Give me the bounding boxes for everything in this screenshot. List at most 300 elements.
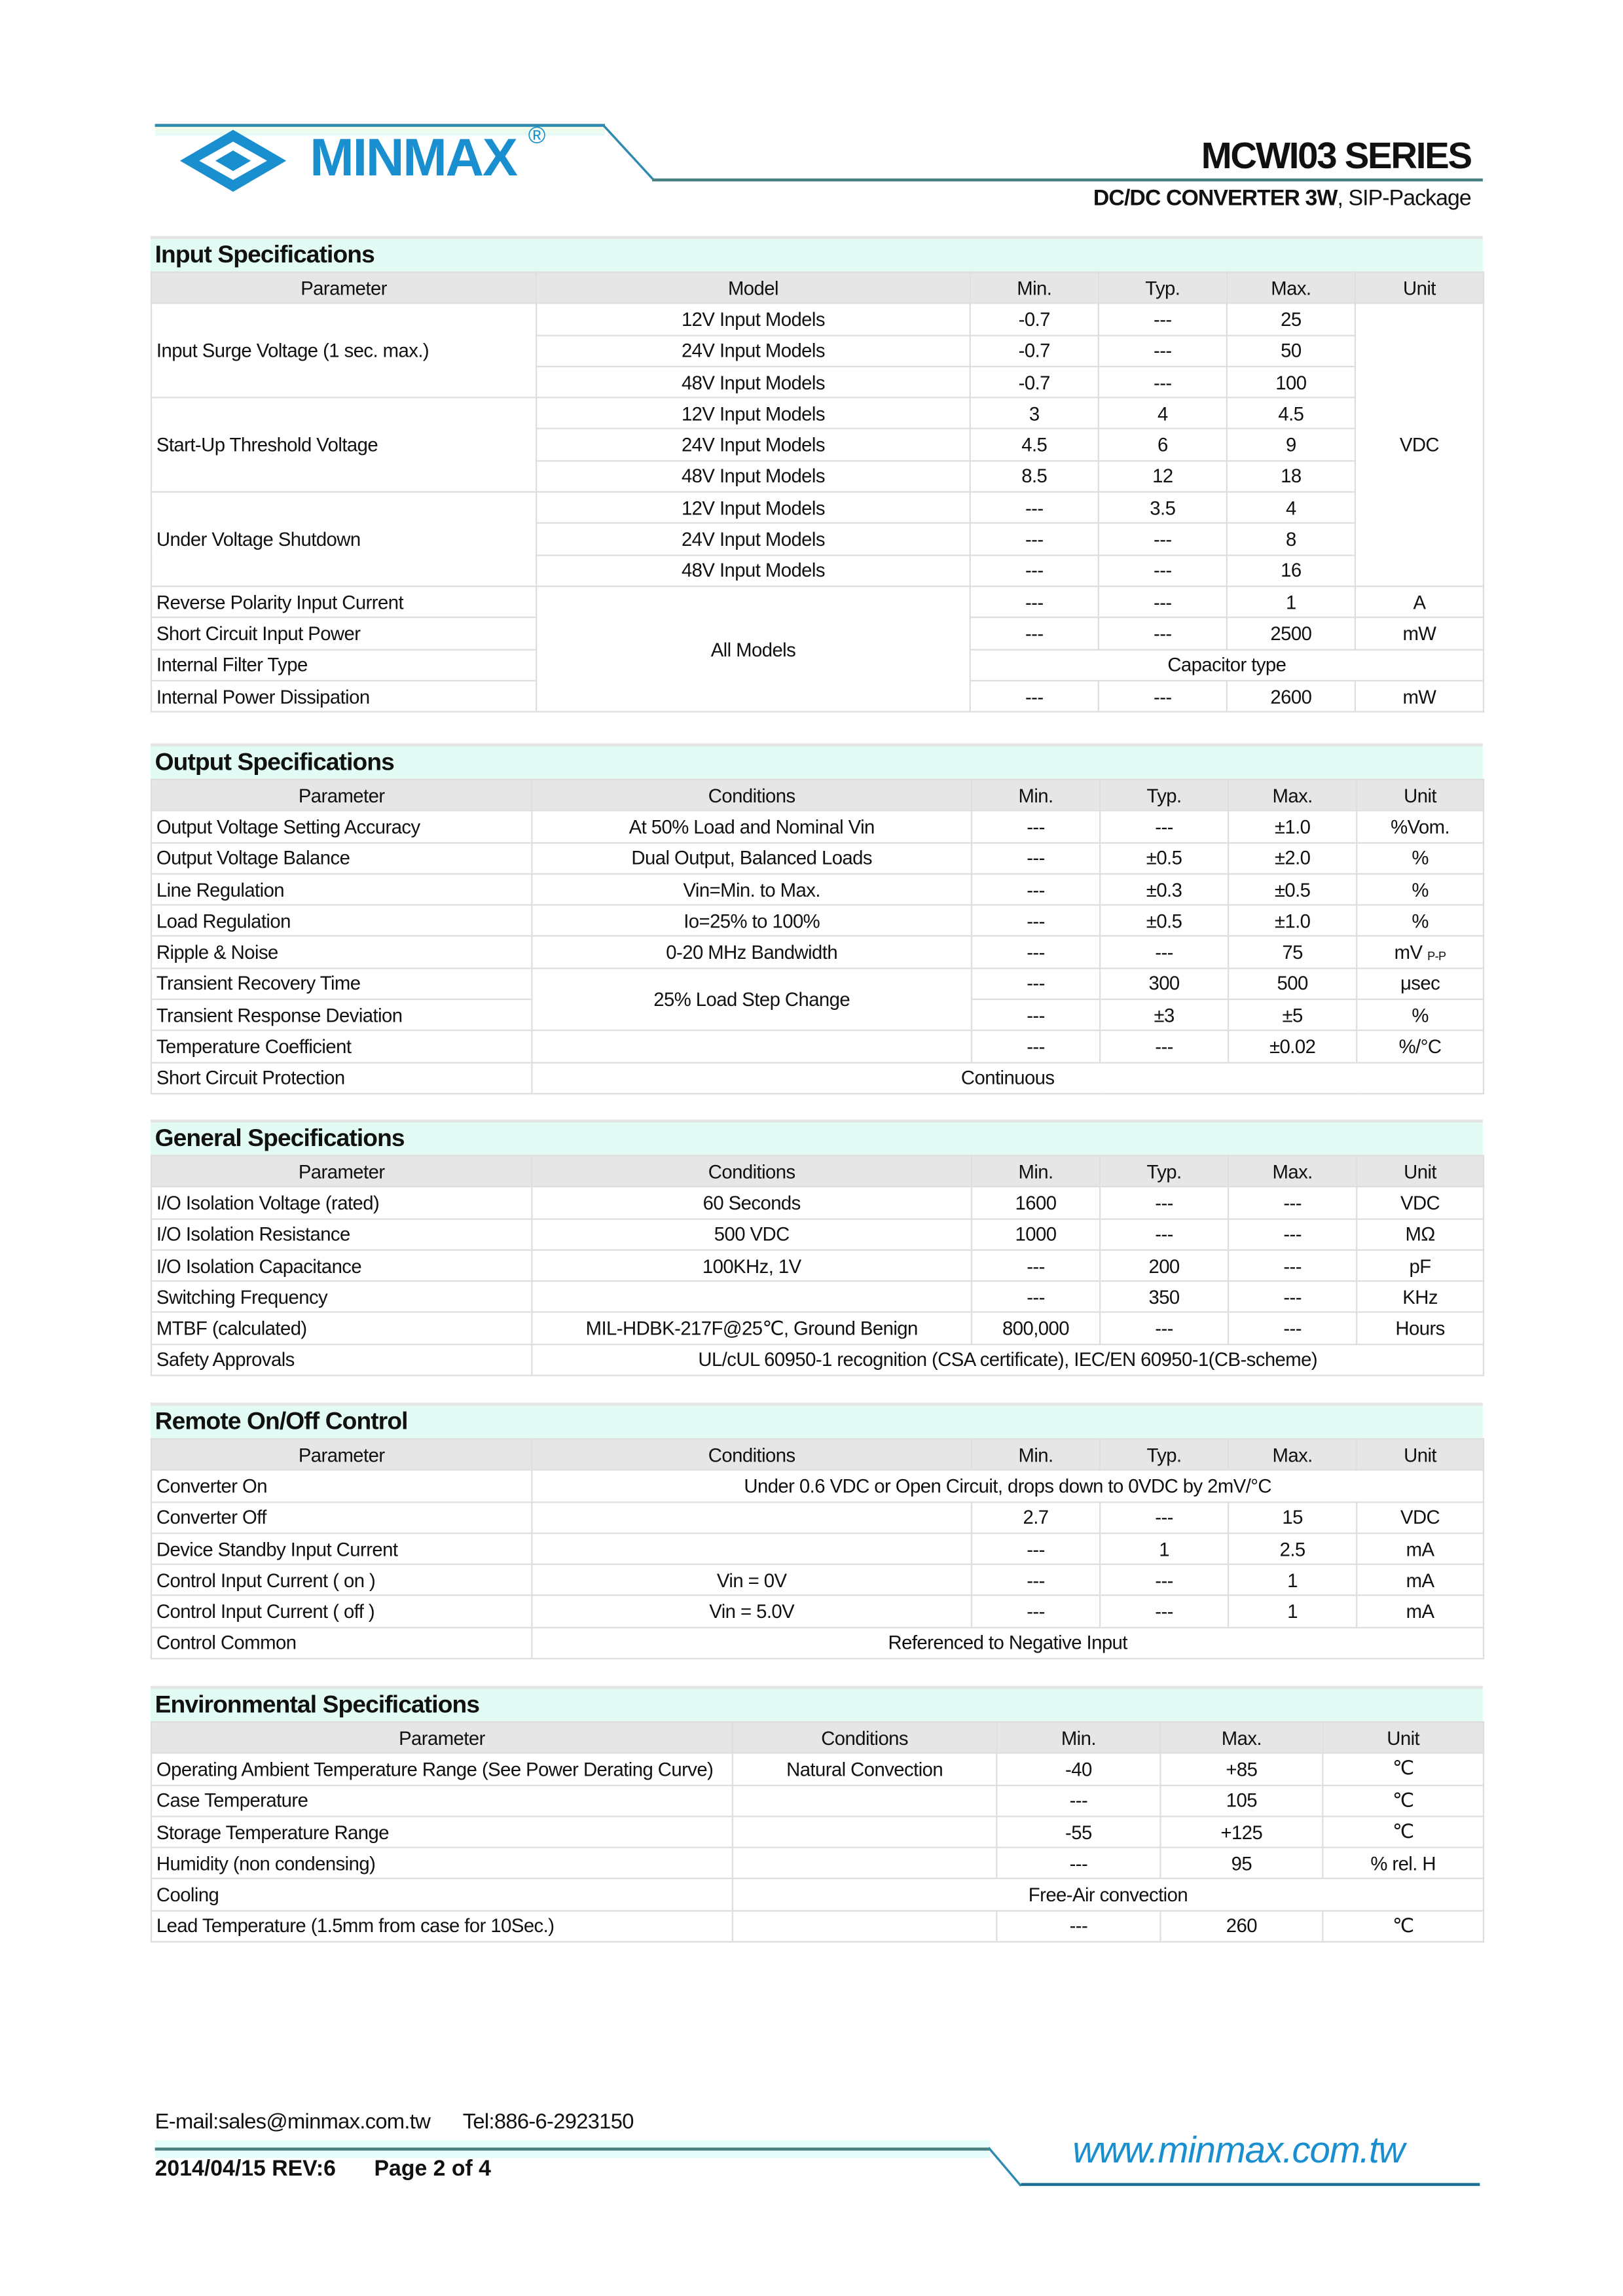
table-row — [151, 1848, 1484, 1879]
table-cell: % — [1357, 842, 1484, 874]
table-cell: --- — [1099, 524, 1227, 555]
parameter-cell: Internal Power Dissipation — [151, 681, 536, 712]
column-header: Unit — [1322, 1722, 1484, 1753]
table-cell: 4.5 — [1227, 398, 1355, 429]
table-cell: -55 — [996, 1816, 1160, 1848]
parameter-cell: Cooling — [151, 1879, 733, 1910]
spec-table — [151, 1155, 1484, 1376]
table-cell: VDC — [1357, 1187, 1484, 1219]
subtitle-bold: DC/DC CONVERTER 3W — [1093, 185, 1338, 211]
column-header: Unit — [1357, 1439, 1484, 1470]
section-output-specifications — [151, 744, 1483, 1094]
table-cell: --- — [970, 555, 1099, 586]
table-row — [151, 1564, 1484, 1596]
table-cell: ±5 — [1228, 999, 1357, 1031]
table-cell: At 50% Load and Nominal Vin — [532, 811, 972, 842]
column-header: Min. — [972, 1156, 1100, 1187]
table-cell: --- — [1100, 1187, 1228, 1219]
section-remote-on-off-control — [151, 1403, 1483, 1659]
table-cell: 50 — [1227, 335, 1355, 367]
table-cell: --- — [972, 905, 1100, 937]
table-cell: +125 — [1160, 1816, 1322, 1848]
table-cell: 4 — [1099, 398, 1227, 429]
table-row — [151, 1031, 1484, 1062]
table-cell: ℃ — [1322, 1785, 1484, 1816]
table-row — [151, 842, 1484, 874]
table-row — [151, 1282, 1484, 1313]
table-cell: 200 — [1100, 1250, 1228, 1282]
column-header: Parameter — [151, 272, 536, 304]
header-rule-slant — [602, 124, 661, 183]
table-cell — [1355, 304, 1484, 586]
column-header: Conditions — [532, 1439, 972, 1470]
parameter-cell: Short Circuit Input Power — [151, 618, 536, 649]
table-cell: --- — [1228, 1313, 1357, 1344]
table-cell: --- — [972, 937, 1100, 968]
column-header: Model — [536, 272, 970, 304]
parameter-cell: Device Standby Input Current — [151, 1533, 532, 1564]
table-row — [151, 1313, 1484, 1344]
table-cell: --- — [1228, 1187, 1357, 1219]
product-subtitle — [1093, 186, 1471, 211]
table-cell: ±1.0 — [1228, 811, 1357, 842]
parameter-cell: MTBF (calculated) — [151, 1313, 532, 1344]
table-cell: --- — [970, 586, 1099, 618]
table-cell: --- — [1100, 937, 1228, 968]
table-cell: 12V Input Models — [536, 304, 970, 335]
parameter-cell: Operating Ambient Temperature Range (See Power Derating Curve) — [151, 1753, 733, 1785]
column-header: Typ. — [1099, 272, 1227, 304]
table-cell: ℃ — [1322, 1910, 1484, 1942]
parameter-cell: Safety Approvals — [151, 1344, 532, 1376]
table-cell: 800,000 — [972, 1313, 1100, 1344]
table-cell: --- — [1100, 1564, 1228, 1596]
table-cell: -0.7 — [970, 304, 1099, 335]
table-cell: ℃ — [1322, 1816, 1484, 1848]
table-cell: 12V Input Models — [536, 492, 970, 524]
table-cell: %/°C — [1357, 1031, 1484, 1062]
table-cell: --- — [972, 999, 1100, 1031]
table-row — [151, 1533, 1484, 1564]
parameter-cell: Line Regulation — [151, 874, 532, 905]
table-row — [151, 1910, 1484, 1942]
table-header-row — [151, 1722, 1484, 1753]
section-title: Environmental Specifications — [151, 1686, 1483, 1721]
cell-text: Free-Air convection — [1028, 1884, 1188, 1906]
registered-mark: ® — [528, 124, 546, 149]
parameter-cell: Case Temperature — [151, 1785, 733, 1816]
table-cell: --- — [972, 1031, 1100, 1062]
table-cell: 0-20 MHz Bandwidth — [532, 937, 972, 968]
table-cell — [733, 1848, 996, 1879]
parameter-cell — [151, 398, 536, 492]
table-cell: Io=25% to 100% — [532, 905, 972, 937]
table-cell: --- — [972, 968, 1100, 999]
header-rule-right — [652, 179, 1483, 182]
table-cell: 260 — [1160, 1910, 1322, 1942]
parameter-cell: I/O Isolation Resistance — [151, 1219, 532, 1250]
table-cell — [532, 1344, 1484, 1376]
table-cell: 350 — [1100, 1282, 1228, 1313]
table-cell: --- — [1100, 1219, 1228, 1250]
table-cell: --- — [1100, 1501, 1228, 1533]
table-cell: ±0.02 — [1228, 1031, 1357, 1062]
table-cell: --- — [972, 811, 1100, 842]
table-row — [151, 1785, 1484, 1816]
cell-text: Continuous — [960, 1067, 1055, 1089]
table-cell: 95 — [1160, 1848, 1322, 1879]
cell-text: All Models — [710, 637, 796, 660]
table-row — [151, 811, 1484, 842]
column-header: Max. — [1228, 1439, 1357, 1470]
column-header: Conditions — [532, 1156, 972, 1187]
table-cell: 12 — [1099, 461, 1227, 492]
table-cell: 100 — [1227, 367, 1355, 398]
table-cell: Vin = 5.0V — [532, 1596, 972, 1627]
table-cell: pF — [1357, 1250, 1484, 1282]
table-cell: --- — [996, 1785, 1160, 1816]
table-cell: --- — [1100, 1313, 1228, 1344]
table-row — [151, 1250, 1484, 1282]
parameter-cell: Humidity (non condensing) — [151, 1848, 733, 1879]
table-cell: μsec — [1357, 968, 1484, 999]
table-cell: 15 — [1228, 1501, 1357, 1533]
parameter-cell: I/O Isolation Capacitance — [151, 1250, 532, 1282]
table-cell: 4 — [1227, 492, 1355, 524]
footer-tel: Tel:886-6-2923150 — [462, 2110, 634, 2134]
parameter-cell: Transient Response Deviation — [151, 999, 532, 1031]
table-cell: -0.7 — [970, 335, 1099, 367]
table-cell: KHz — [1357, 1282, 1484, 1313]
table-cell: ±2.0 — [1228, 842, 1357, 874]
table-cell: --- — [1100, 1596, 1228, 1627]
column-header: Unit — [1357, 1156, 1484, 1187]
cell-text: Referenced to Negative Input — [888, 1632, 1127, 1655]
footer-contact — [155, 2111, 634, 2134]
column-header: Parameter — [151, 780, 532, 811]
column-header: Min. — [996, 1722, 1160, 1753]
table-row — [151, 1344, 1484, 1376]
table-cell: ±0.5 — [1100, 905, 1228, 937]
cell-text: Input Surge Voltage (1 sec. max.) — [156, 339, 429, 362]
table-cell: MIL-HDBK-217F@25℃, Ground Benign — [532, 1313, 972, 1344]
table-cell: 3 — [970, 398, 1099, 429]
spec-table — [151, 779, 1484, 1094]
table-cell: % — [1357, 874, 1484, 905]
table-cell: Hours — [1357, 1313, 1484, 1344]
table-cell: 2.5 — [1228, 1533, 1357, 1564]
spec-table — [151, 1721, 1484, 1943]
table-cell: --- — [1099, 618, 1227, 649]
table-cell — [532, 1031, 972, 1062]
table-cell: 105 — [1160, 1785, 1322, 1816]
table-cell: --- — [972, 1596, 1100, 1627]
table-cell: ±0.5 — [1100, 842, 1228, 874]
table-row — [151, 1219, 1484, 1250]
column-header: Max. — [1227, 272, 1355, 304]
table-cell: 24V Input Models — [536, 524, 970, 555]
parameter-cell: Control Input Current ( on ) — [151, 1564, 532, 1596]
series-title: MCWI03 SERIES — [1201, 135, 1471, 177]
parameter-cell: Transient Recovery Time — [151, 968, 532, 999]
table-cell: -0.7 — [970, 367, 1099, 398]
table-cell: --- — [1099, 335, 1227, 367]
table-cell — [970, 649, 1484, 681]
table-cell: mA — [1357, 1564, 1484, 1596]
cell-text: Under 0.6 VDC or Open Circuit, drops down to 0VDC by 2mV/°C — [744, 1475, 1272, 1498]
parameter-cell: Lead Temperature (1.5mm from case for 10Sec.) — [151, 1910, 733, 1942]
table-cell: 1 — [1228, 1596, 1357, 1627]
table-cell — [1357, 937, 1484, 968]
table-cell: 1 — [1227, 586, 1355, 618]
table-cell: 500 — [1228, 968, 1357, 999]
section-title: Input Specifications — [151, 236, 1483, 272]
footer-rule-left — [155, 2147, 991, 2151]
table-cell: --- — [972, 1282, 1100, 1313]
table-cell: 8 — [1227, 524, 1355, 555]
table-cell — [532, 1062, 1484, 1094]
cell-text: VDC — [1399, 433, 1440, 456]
cell-text: UL/cUL 60950-1 recognition (CSA certificate), IEC/EN 60950-1(CB-scheme) — [698, 1348, 1318, 1371]
table-row — [151, 905, 1484, 937]
table-cell: 300 — [1100, 968, 1228, 999]
table-row — [151, 304, 1484, 335]
table-cell: Dual Output, Balanced Loads — [532, 842, 972, 874]
column-header: Typ. — [1100, 1156, 1228, 1187]
footer-page-number: Page 2 of 4 — [374, 2156, 491, 2182]
parameter-cell: Converter Off — [151, 1501, 532, 1533]
table-row — [151, 1062, 1484, 1094]
column-header: Parameter — [151, 1156, 532, 1187]
table-cell: --- — [1099, 304, 1227, 335]
table-cell: Natural Convection — [733, 1753, 996, 1785]
parameter-cell: Converter On — [151, 1470, 532, 1501]
column-header: Unit — [1357, 780, 1484, 811]
table-cell: --- — [996, 1848, 1160, 1879]
table-cell: --- — [996, 1910, 1160, 1942]
table-cell: 24V Input Models — [536, 335, 970, 367]
table-cell: 2600 — [1227, 681, 1355, 712]
table-cell: mA — [1357, 1533, 1484, 1564]
table-cell — [532, 968, 972, 1031]
table-cell: A — [1355, 586, 1484, 618]
parameter-cell: Control Input Current ( off ) — [151, 1596, 532, 1627]
table-row — [151, 937, 1484, 968]
table-cell: mW — [1355, 681, 1484, 712]
section-title: Output Specifications — [151, 744, 1483, 779]
table-cell: 1600 — [972, 1187, 1100, 1219]
table-header-row — [151, 272, 1484, 304]
table-cell: --- — [1099, 367, 1227, 398]
table-cell: --- — [1100, 811, 1228, 842]
section-input-specifications — [151, 236, 1483, 713]
section-environmental-specifications — [151, 1686, 1483, 1943]
minmax-logo-icon — [177, 127, 289, 195]
table-cell — [536, 586, 970, 712]
table-row — [151, 1501, 1484, 1533]
table-cell — [733, 1879, 1484, 1910]
table-cell: --- — [1100, 1031, 1228, 1062]
column-header: Parameter — [151, 1439, 532, 1470]
table-cell: --- — [970, 681, 1099, 712]
table-cell: 500 VDC — [532, 1219, 972, 1250]
table-cell: 8.5 — [970, 461, 1099, 492]
table-row — [151, 1470, 1484, 1501]
table-cell — [532, 1533, 972, 1564]
table-cell: 2500 — [1227, 618, 1355, 649]
cell-text: mV — [1394, 941, 1428, 963]
table-cell: Vin=Min. to Max. — [532, 874, 972, 905]
website-link[interactable]: www.minmax.com.tw — [1072, 2130, 1405, 2172]
brand-logo-text: MINMAX — [310, 126, 517, 188]
parameter-cell: Output Voltage Setting Accuracy — [151, 811, 532, 842]
table-cell: 2.7 — [972, 1501, 1100, 1533]
table-cell: % — [1357, 999, 1484, 1031]
table-cell: 100KHz, 1V — [532, 1250, 972, 1282]
footer-email: E-mail:sales@minmax.com.tw — [155, 2110, 431, 2134]
parameter-cell: Short Circuit Protection — [151, 1062, 532, 1094]
parameter-cell: I/O Isolation Voltage (rated) — [151, 1187, 532, 1219]
table-cell: --- — [970, 524, 1099, 555]
table-cell: 12V Input Models — [536, 398, 970, 429]
table-row — [151, 492, 1484, 524]
table-cell: Vin = 0V — [532, 1564, 972, 1596]
parameter-cell: Output Voltage Balance — [151, 842, 532, 874]
table-row — [151, 398, 1484, 429]
cell-text: Capacitor type — [1167, 653, 1286, 676]
table-row — [151, 1187, 1484, 1219]
table-cell — [733, 1910, 996, 1942]
parameter-cell: Control Common — [151, 1627, 532, 1659]
table-cell: --- — [1228, 1282, 1357, 1313]
table-cell: 48V Input Models — [536, 555, 970, 586]
table-cell — [532, 1627, 1484, 1659]
table-cell: 24V Input Models — [536, 429, 970, 461]
table-cell — [532, 1282, 972, 1313]
table-cell: 25 — [1227, 304, 1355, 335]
parameter-cell: Internal Filter Type — [151, 649, 536, 681]
cell-subscript: P-P — [1427, 950, 1446, 963]
table-row — [151, 1596, 1484, 1627]
table-cell: mW — [1355, 618, 1484, 649]
table-cell — [733, 1816, 996, 1848]
table-cell — [733, 1785, 996, 1816]
spec-table — [151, 1438, 1484, 1659]
spec-table — [151, 272, 1484, 713]
table-cell: 48V Input Models — [536, 367, 970, 398]
parameter-cell: Temperature Coefficient — [151, 1031, 532, 1062]
table-row — [151, 1753, 1484, 1785]
parameter-cell: Ripple & Noise — [151, 937, 532, 968]
table-cell: 3.5 — [1099, 492, 1227, 524]
table-cell — [532, 1470, 1484, 1501]
column-header: Conditions — [733, 1722, 996, 1753]
parameter-cell — [151, 304, 536, 398]
table-cell: --- — [1228, 1250, 1357, 1282]
column-header: Min. — [970, 272, 1099, 304]
section-general-specifications — [151, 1119, 1483, 1376]
column-header: Max. — [1228, 1156, 1357, 1187]
table-cell: --- — [972, 842, 1100, 874]
table-cell: --- — [1228, 1219, 1357, 1250]
table-cell: --- — [1099, 681, 1227, 712]
table-cell: +85 — [1160, 1753, 1322, 1785]
table-row — [151, 1816, 1484, 1848]
table-cell: 60 Seconds — [532, 1187, 972, 1219]
table-cell: % — [1357, 905, 1484, 937]
table-cell: mA — [1357, 1596, 1484, 1627]
table-cell — [532, 1501, 972, 1533]
parameter-cell: Load Regulation — [151, 905, 532, 937]
table-cell: ±0.3 — [1100, 874, 1228, 905]
table-cell: 6 — [1099, 429, 1227, 461]
cell-text: 25% Load Step Change — [653, 988, 850, 1011]
table-cell: 1000 — [972, 1219, 1100, 1250]
parameter-cell: Storage Temperature Range — [151, 1816, 733, 1848]
table-cell: %Vom. — [1357, 811, 1484, 842]
table-row — [151, 968, 1484, 999]
table-cell: --- — [972, 1250, 1100, 1282]
table-cell: 1 — [1228, 1564, 1357, 1596]
table-cell: 75 — [1228, 937, 1357, 968]
table-cell: --- — [1099, 555, 1227, 586]
column-header: Max. — [1160, 1722, 1322, 1753]
table-row — [151, 586, 1484, 618]
cell-text: Start-Up Threshold Voltage — [156, 433, 378, 456]
column-header: Min. — [972, 1439, 1100, 1470]
table-cell: ℃ — [1322, 1753, 1484, 1785]
table-cell: --- — [972, 1564, 1100, 1596]
table-cell: 18 — [1227, 461, 1355, 492]
column-header: Typ. — [1100, 1439, 1228, 1470]
parameter-cell: Switching Frequency — [151, 1282, 532, 1313]
table-header-row — [151, 780, 1484, 811]
column-header: Min. — [972, 780, 1100, 811]
section-title: Remote On/Off Control — [151, 1403, 1483, 1438]
table-row — [151, 874, 1484, 905]
table-cell: --- — [970, 492, 1099, 524]
cell-text: Under Voltage Shutdown — [156, 528, 361, 550]
column-header: Parameter — [151, 1722, 733, 1753]
table-header-row — [151, 1439, 1484, 1470]
table-row — [151, 1879, 1484, 1910]
table-cell: MΩ — [1357, 1219, 1484, 1250]
table-header-row — [151, 1156, 1484, 1187]
table-cell: VDC — [1357, 1501, 1484, 1533]
table-cell: 1 — [1100, 1533, 1228, 1564]
table-cell: --- — [1099, 586, 1227, 618]
table-cell: 48V Input Models — [536, 461, 970, 492]
table-cell: 9 — [1227, 429, 1355, 461]
parameter-cell — [151, 492, 536, 586]
parameter-cell: Reverse Polarity Input Current — [151, 586, 536, 618]
table-cell: % rel. H — [1322, 1848, 1484, 1879]
column-header: Unit — [1355, 272, 1484, 304]
subtitle-rest: , SIP-Package — [1337, 185, 1471, 211]
footer-date-rev: 2014/04/15 REV:6 — [155, 2156, 336, 2182]
column-header: Max. — [1228, 780, 1357, 811]
footer-rule-slant — [987, 2146, 1026, 2191]
table-cell: --- — [972, 1533, 1100, 1564]
column-header: Typ. — [1100, 780, 1228, 811]
table-cell: -40 — [996, 1753, 1160, 1785]
footer-date-page — [155, 2157, 491, 2181]
footer-rule-right — [1021, 2183, 1480, 2186]
table-cell: ±3 — [1100, 999, 1228, 1031]
table-cell: 16 — [1227, 555, 1355, 586]
column-header: Conditions — [532, 780, 972, 811]
table-row — [151, 1627, 1484, 1659]
